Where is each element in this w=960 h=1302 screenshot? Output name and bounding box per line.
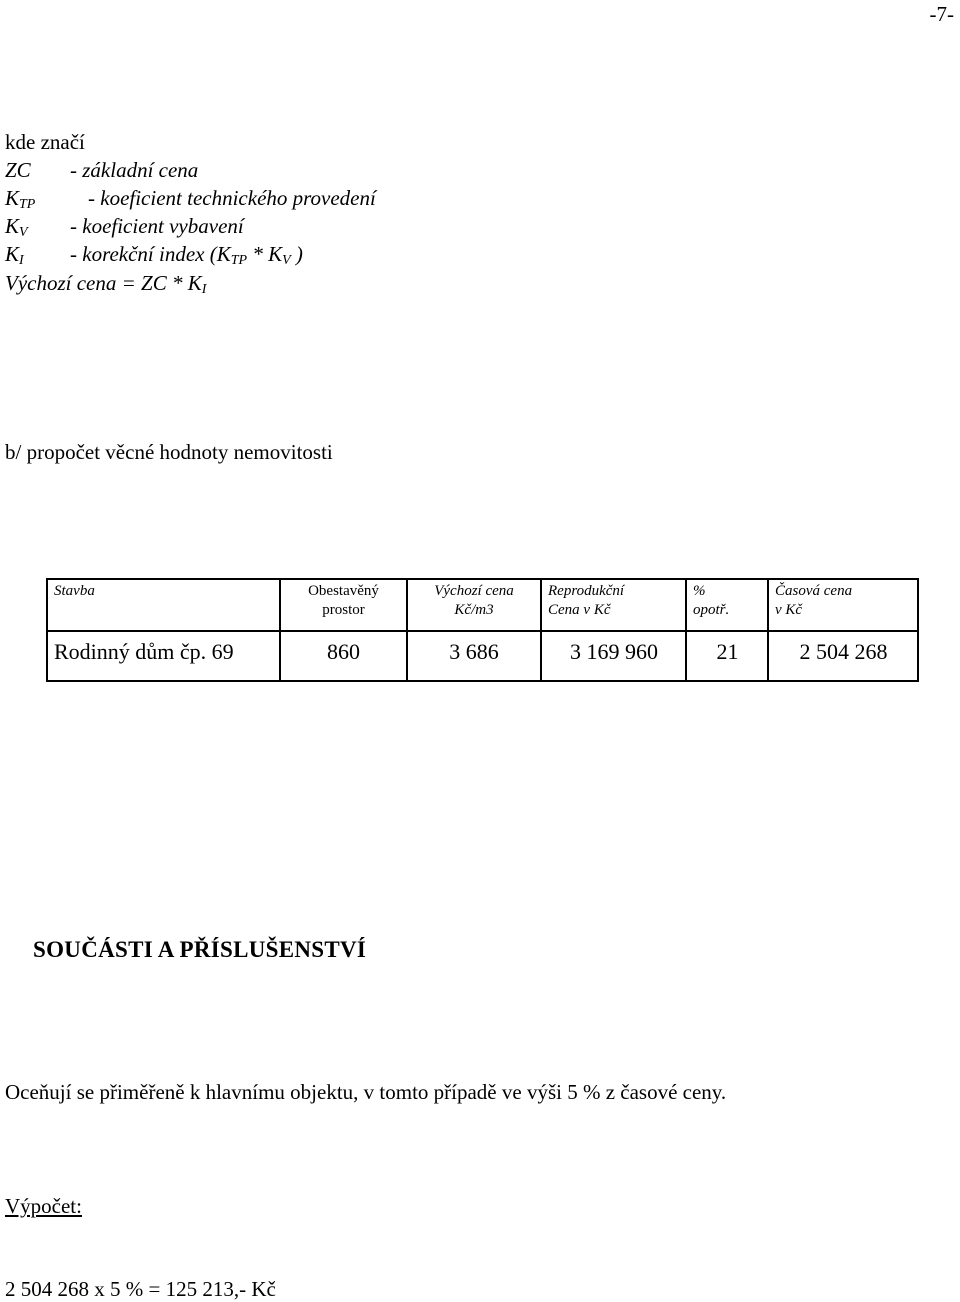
legend-symbol-sub: TP [19,197,36,212]
header-line: Reprodukční [548,583,625,599]
formula [5,271,206,296]
table-cell-obestaveny-prostor: 860 [327,639,360,664]
table-border-middle [46,630,919,632]
table-cell-casova-cena: 2 504 268 [799,639,888,664]
table-header-vychozi-cena [407,582,541,620]
header-line: Výchozí cena [434,583,514,599]
table-header-opotrebeni [693,582,729,620]
header-line: Stavba [54,583,95,599]
legend-description: - koeficient vybavení [70,214,244,238]
legend-symbol [5,214,28,239]
table-divider [767,578,769,682]
header-line: Obestavěný [308,583,379,599]
legend-symbol-sub: V [19,225,28,240]
section-heading-soucasti: SOUČÁSTI A PŘÍSLUŠENSTVÍ [33,937,367,962]
legend-symbol [5,158,31,183]
table-cell-vychozi-cena: 3 686 [449,639,499,664]
table-border-left [46,578,48,682]
table-header-obestaveny-prostor [280,582,407,620]
legend-symbol-text: K [5,242,20,266]
header-line: Kč/m3 [454,602,494,618]
legend-description: - základní cena [70,158,199,182]
paragraph-oceneni: Oceňují se přiměřeně k hlavnímu objektu, v tomto případě ve výši 5 % z časové ceny. [5,1080,727,1104]
header-line: v Kč [775,602,803,618]
table-header-casova-cena [775,582,852,620]
table-cell-opotrebeni: 21 [716,639,739,664]
header-line: prostor [322,602,365,618]
valuation-table [46,578,919,682]
table-header-reprodukcni-cena [548,582,624,620]
table-border-right [917,578,919,682]
legend-desc-sub: TP [230,253,248,268]
legend-symbol-text: K [5,214,20,238]
header-line: opotř. [693,602,730,618]
formula-sub: I [201,282,207,297]
formula-text: Výchozí cena = ZC * K [5,271,202,295]
legend-symbol [5,186,35,211]
legend-desc-pre: - korekční index (K [70,242,231,266]
legend-description: - koeficient technického provedení [88,186,376,210]
table-border-top [46,578,919,580]
legend-symbol-sub: I [19,253,24,268]
table-cell-reprodukcni-cena: 3 169 960 [570,639,658,664]
legend-symbol-text: ZC [5,158,31,182]
calculation-result: 2 504 268 x 5 % = 125 213,- Kč [5,1277,276,1301]
header-line: % [693,583,706,599]
table-header-stavba [54,582,95,601]
page-number: -7- [929,2,954,26]
legend-intro: kde značí [5,130,85,154]
vypocet-label: Výpočet: [5,1194,82,1218]
header-line: Cena v Kč [548,602,611,618]
table-divider [685,578,687,682]
legend-desc-post: ) [290,242,303,266]
table-cell-stavba: Rodinný dům čp. 69 [54,639,234,664]
header-line: Časová cena [775,583,853,599]
table-border-bottom [46,680,919,682]
legend-desc-sub: V [282,253,291,268]
legend-desc-mid: * K [247,242,283,266]
legend-description [70,242,303,267]
legend-symbol [5,242,24,267]
section-heading-b: b/ propočet věcné hodnoty nemovitosti [5,440,333,464]
legend-symbol-text: K [5,186,20,210]
